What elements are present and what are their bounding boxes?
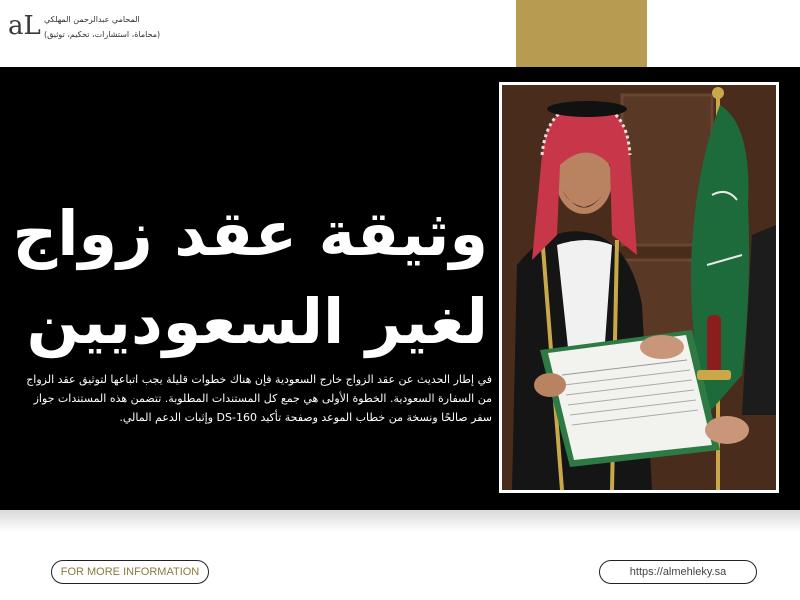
hero-headline [8, 190, 488, 366]
logo-name: المحامي عبدالرحمن المهلكي [44, 15, 140, 24]
hero-paragraph: في إطار الحديث عن عقد الزواج خارج السعودية فإن هناك خطوات قليلة يجب اتباعها لتوثيق عقد الزواج من السفارة السعودية. الخطوة الأولى هي جمع كل المستندات المطلوبة. تتضمن هذه المستندات جواز سفر صالحًا ونسخة من خطاب الموعد وصفحة تأكيد DS-160 وإثبات الدعم المالي. [26, 373, 492, 424]
headline-line-2: لغير السعوديين [26, 285, 488, 358]
more-info-button[interactable]: FOR MORE INFORMATION [51, 560, 209, 584]
hero-shadow [0, 510, 800, 532]
hero-photo [499, 82, 779, 493]
headline-line-1: وثيقة عقد زواج [12, 197, 488, 270]
photo-illustration [502, 85, 776, 490]
website-link[interactable]: https://almehleky.sa [599, 560, 757, 584]
logo-mark: aL [8, 11, 41, 41]
logo-text [44, 12, 160, 42]
logo-tagline: (محاماة، استشارات، تحكيم، توثيق) [44, 30, 161, 39]
